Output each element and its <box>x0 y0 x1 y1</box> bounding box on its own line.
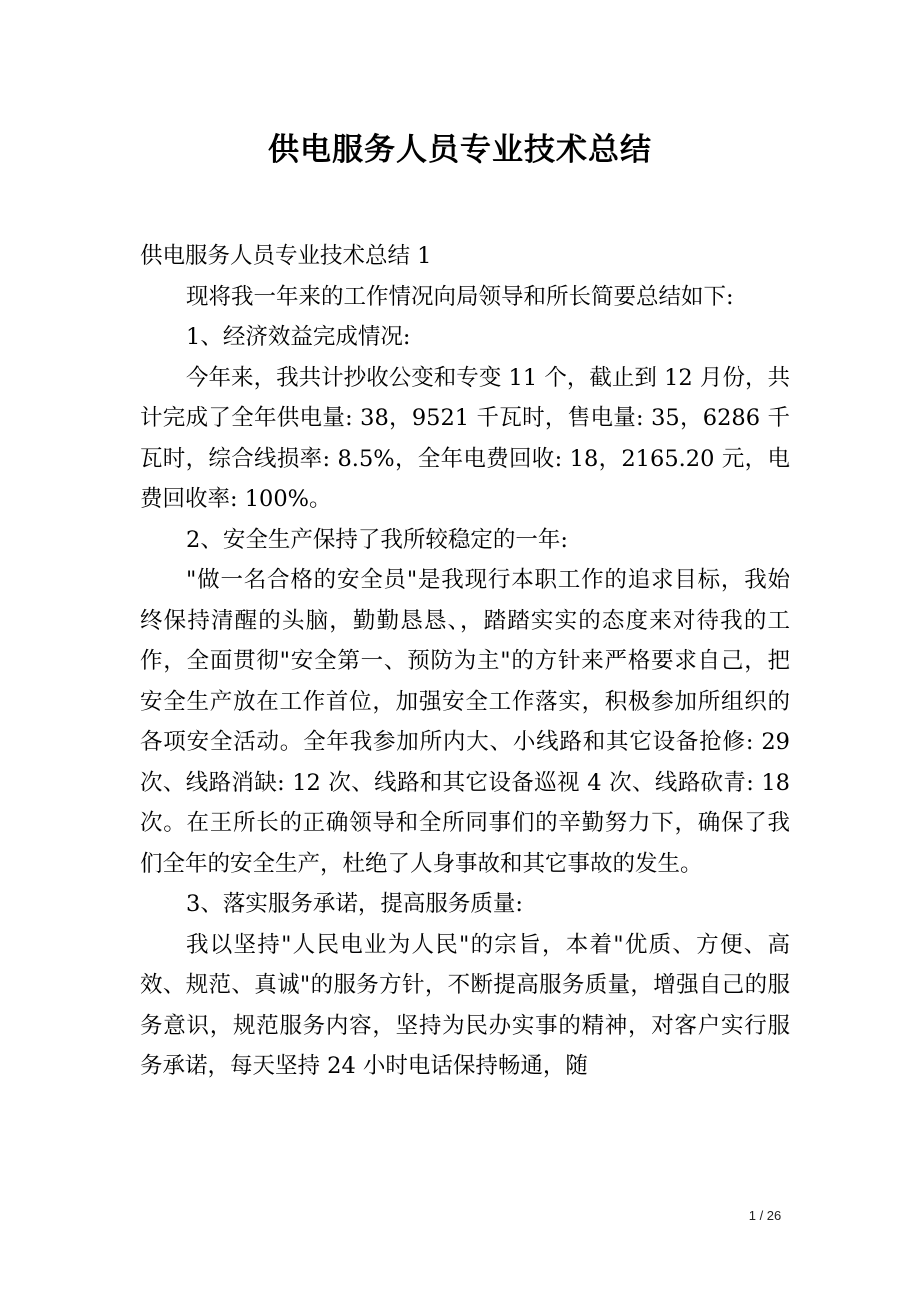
page-number: 1 / 26 <box>748 1208 782 1223</box>
paragraph-economic-benefit: 今年来，我共计抄收公变和专变 11 个，截止到 12 月份，共计完成了全年供电量: 38，9521 千瓦时，售电量: 35，6286 千瓦时，综合线损率: 8.5%，全年电费回收: 18，2165.20 元，电费回收率: 100%。 <box>140 364 790 512</box>
document-title: 供电服务人员专业技术总结 <box>268 132 652 168</box>
heading-economic-benefit: 1、经济效益完成情况: <box>186 324 411 350</box>
paragraph-intro: 现将我一年来的工作情况向局领导和所长简要总结如下: <box>186 283 734 310</box>
section-subtitle: 供电服务人员专业技术总结 1 <box>140 243 432 269</box>
heading-service-commitment: 3、落实服务承诺，提高服务质量: <box>186 891 523 917</box>
paragraph-service-commitment: 我以坚持"人民电业为人民"的宗旨，本着"优质、方便、高效、规范、真诚"的服务方针，不断提高服务质量，增强自己的服务意识，规范服务内容，坚持为民办实事的精神，对客户实行服务承诺，每天坚持 24 小时电话保持畅通，随 <box>140 931 790 1079</box>
heading-safety-production: 2、安全生产保持了我所较稳定的一年: <box>186 526 568 553</box>
document-body <box>140 236 790 1087</box>
paragraph-safety-production: "做一名合格的安全员"是我现行本职工作的追求目标，我始终保持清醒的头脑，勤勤恳恳、，踏踏实实的态度来对待我的工作，全面贯彻"安全第一、预防为主"的方针来严格要求自己，把安全生产放在工作首位，加强安全工作落实，积极参加所组织的各项安全活动。全年我参加所内大、小线路和其它设备抢修: 29 次、线路消缺: 12 次、线路和其它设备巡视 4 次、线路砍青: 18 次。在王所长的正确领导和全所同事们的辛勤努力下，确保了我们全年的安全生产，杜绝了人身事故和其它事故的发生。 <box>140 567 790 877</box>
